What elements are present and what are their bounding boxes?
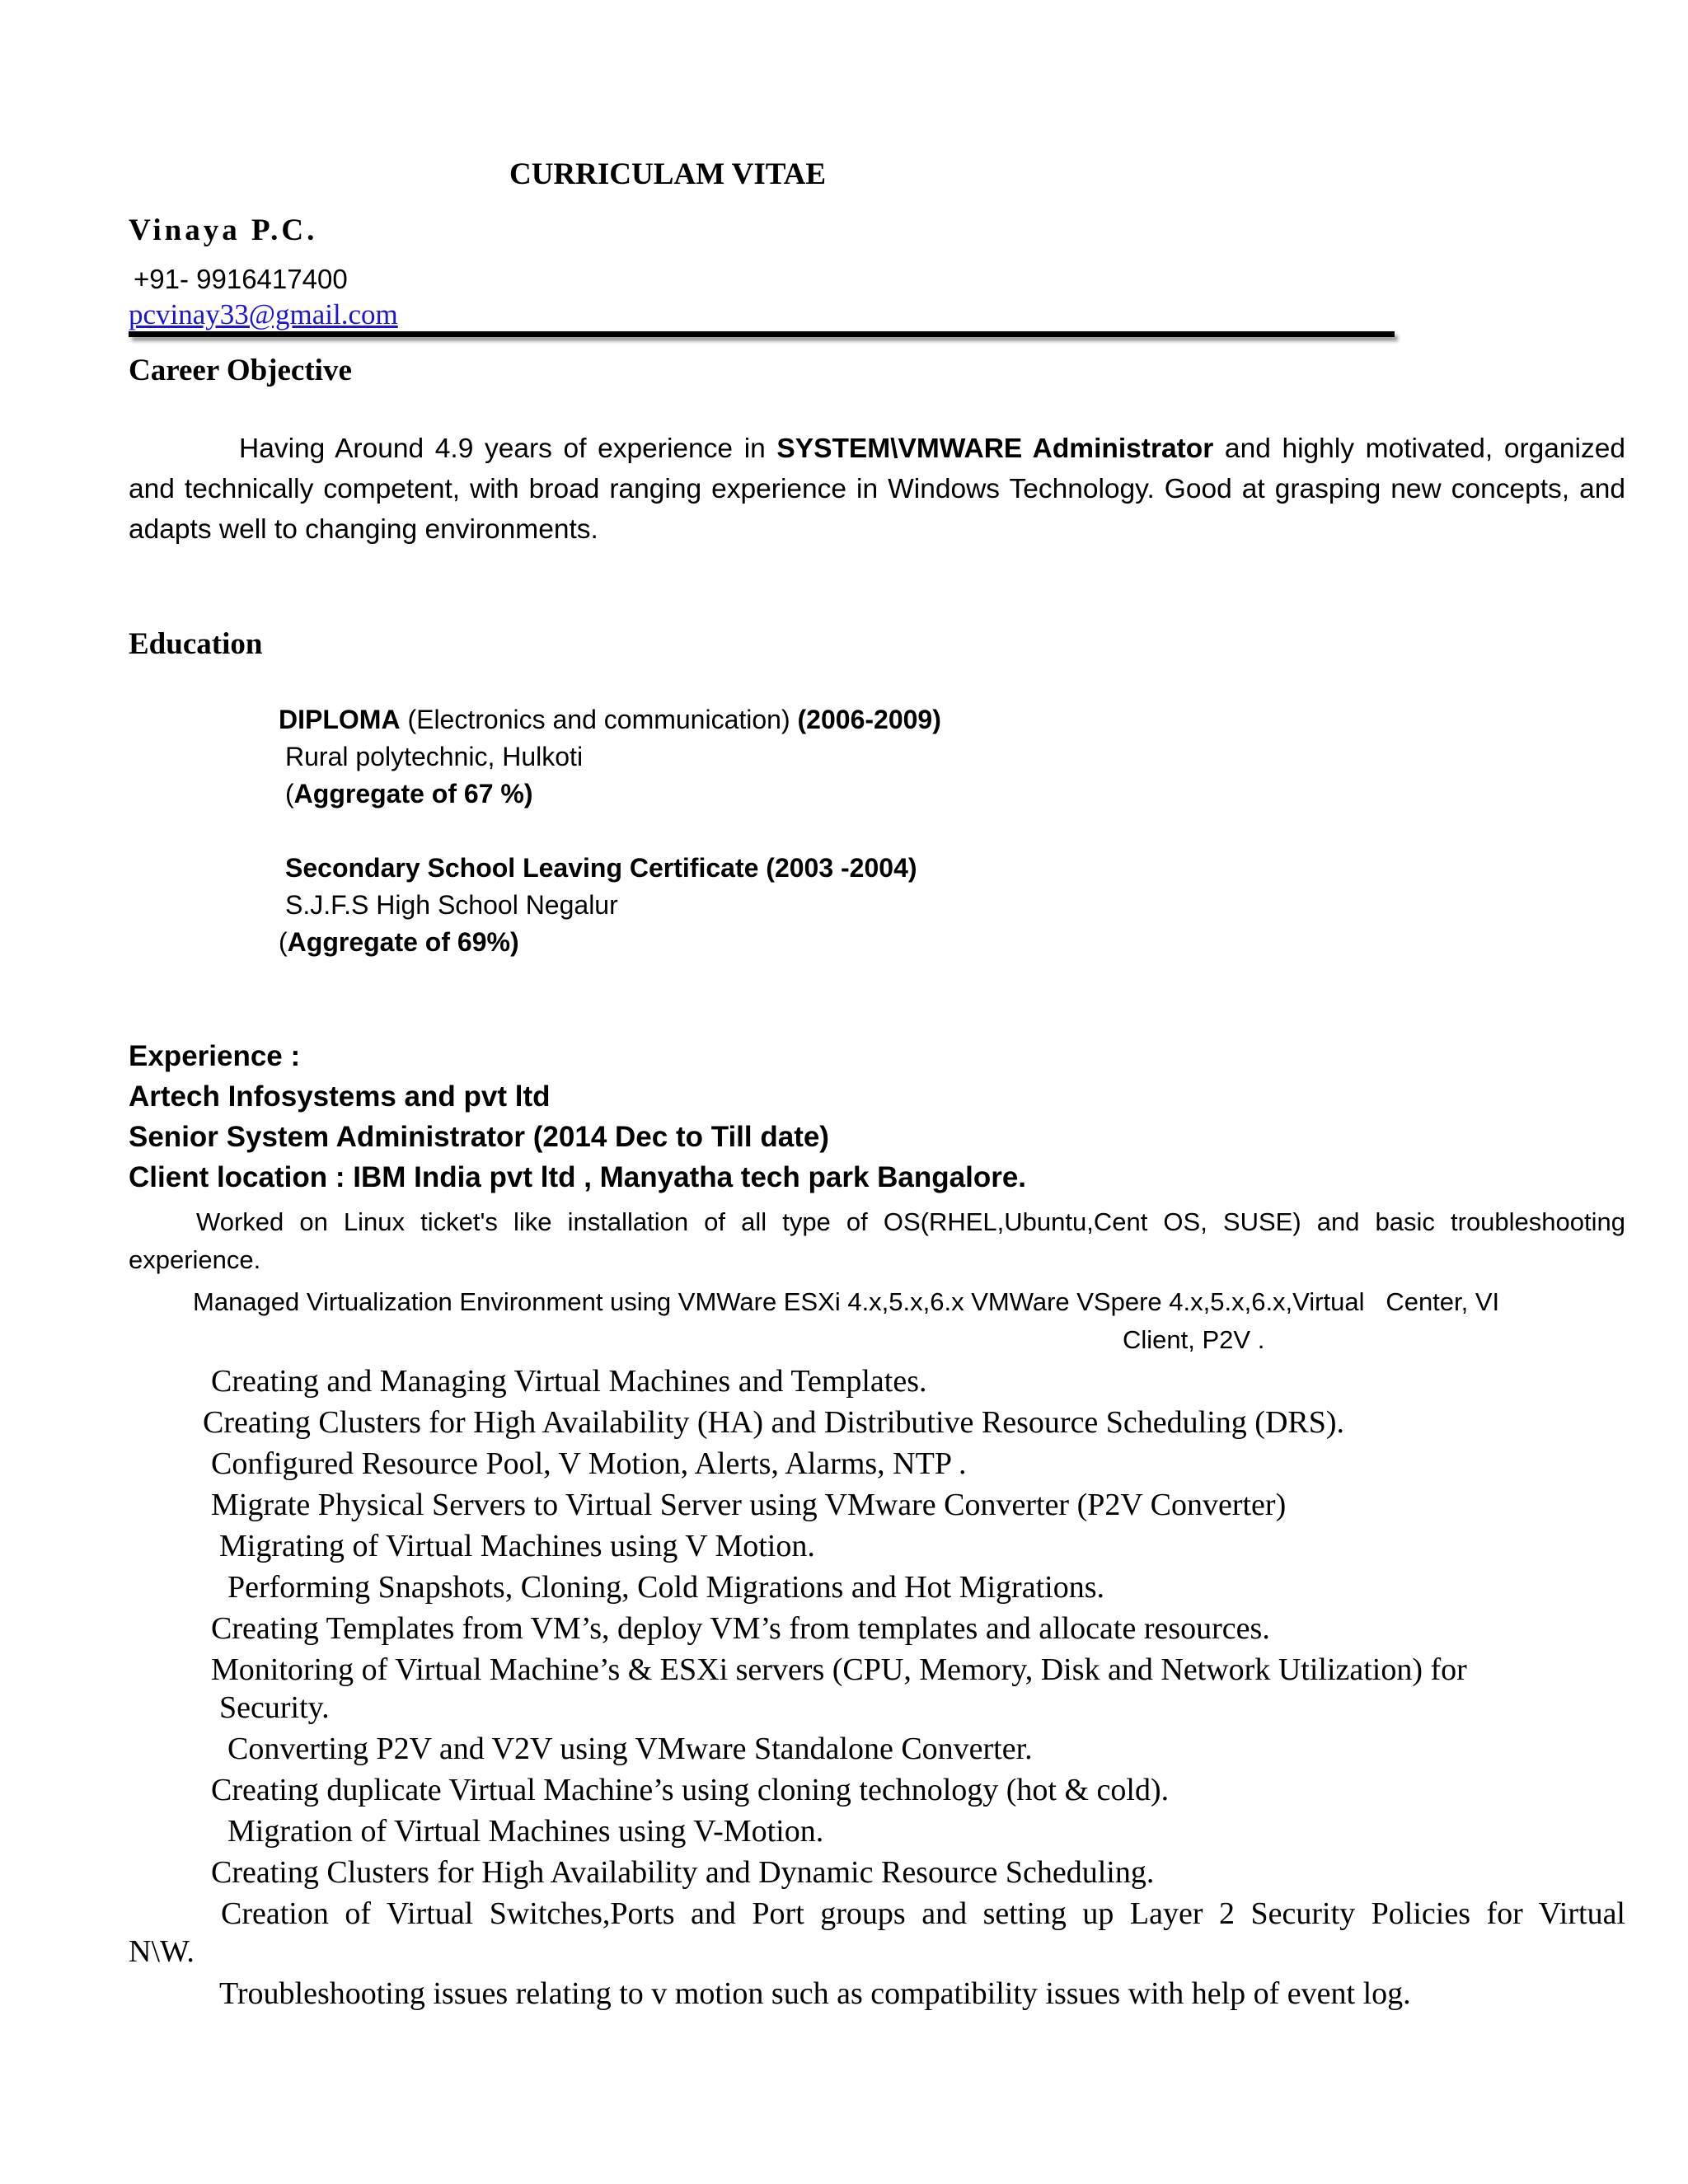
sslc-title: Secondary School Leaving Certificate (2003 -2004) <box>285 853 917 883</box>
diploma-aggregate-value: Aggregate of 67 %) <box>293 779 533 808</box>
linux-experience-line: Worked on Linux ticket's like installation of all type of OS(RHEL,Ubuntu,Cent OS, SUSE) and basic troubleshooting <box>196 1207 1625 1236</box>
client-location: Client location : IBM India pvt ltd , Manyatha tech park Bangalore. <box>129 1161 1027 1193</box>
duty-item: Converting P2V and V2V using VMware Standalone Converter. <box>227 1732 1033 1766</box>
duty-item: Performing Snapshots, Cloning, Cold Migrations and Hot Migrations. <box>227 1570 1104 1605</box>
career-text-role: SYSTEM\VMWARE Administrator <box>776 434 1214 464</box>
document-title: CURRICULAM VITAE <box>509 157 827 191</box>
duty-item-cont: Security. <box>219 1690 330 1725</box>
experience-heading: Experience : <box>129 1040 301 1072</box>
duty-item: Migrate Physical Servers to Virtual Server using VMware Converter (P2V Converter) <box>211 1488 1287 1522</box>
duty-item: Creating duplicate Virtual Machine’s using cloning technology (hot & cold). <box>211 1773 1170 1807</box>
job-role: Senior System Administrator (2014 Dec to Till date) <box>129 1121 829 1153</box>
sslc-aggregate <box>279 927 519 958</box>
career-text-end: and highly motivated, organized and technically competent, with broad ranging experience in Windows Technology. Good at grasping new concepts, and adapts well to changing environments. <box>129 434 1625 545</box>
duty-item: Monitoring of Virtual Machine’s & ESXi servers (CPU, Memory, Disk and Network Utilization) for <box>211 1652 1467 1687</box>
linux-experience-line-cont: experience. <box>129 1245 261 1274</box>
education-heading: Education <box>129 627 263 661</box>
duty-item: Migrating of Virtual Machines using V Motion. <box>219 1529 815 1563</box>
duty-item-cont: N\W. <box>129 1934 195 1969</box>
career-objective-text <box>129 429 1625 550</box>
duty-item: Creating Clusters for High Availability (HA) and Distributive Resource Scheduling (DRS). <box>203 1405 1345 1440</box>
virtualization-line-cont: Client, P2V . <box>1123 1325 1265 1354</box>
virtualization-line: Managed Virtualization Environment using VMWare ESXi 4.x,5.x,6.x VMWare VSpere 4.x,5.x,6.x,Virtual Center, VI <box>193 1287 1500 1316</box>
career-text-start: Having Around 4.9 years of experience in <box>239 434 777 464</box>
diploma-title <box>279 705 941 735</box>
diploma-field: (Electronics and communication) <box>400 705 798 734</box>
candidate-name: Vinaya P.C. <box>129 213 318 247</box>
diploma-years: (2006-2009) <box>797 705 941 734</box>
career-objective-heading: Career Objective <box>129 354 352 387</box>
diploma-aggregate-paren: ( <box>285 779 294 808</box>
sslc-institute: S.J.F.S High School Negalur <box>285 890 618 920</box>
duty-item: Troubleshooting issues relating to v motion such as compatibility issues with help of event log. <box>219 1976 1411 2011</box>
sslc-aggregate-paren: ( <box>279 927 288 957</box>
company-name: Artech Infosystems and pvt ltd <box>129 1080 551 1113</box>
duty-item: Migration of Virtual Machines using V-Motion. <box>227 1814 824 1849</box>
duty-item: Creating and Managing Virtual Machines and Templates. <box>211 1364 927 1399</box>
duty-item: Creating Clusters for High Availability and Dynamic Resource Scheduling. <box>211 1855 1155 1890</box>
duty-item: Configured Resource Pool, V Motion, Alerts, Alarms, NTP . <box>211 1446 967 1481</box>
diploma-institute: Rural polytechnic, Hulkoti <box>285 742 584 771</box>
phone-number: +91- 9916417400 <box>134 264 348 294</box>
email-link[interactable]: pcvinay33@gmail.com <box>129 298 398 330</box>
diploma-aggregate <box>285 779 532 809</box>
diploma-degree: DIPLOMA <box>279 705 401 734</box>
duty-item: Creating Templates from VM’s, deploy VM’s from templates and allocate resources. <box>211 1611 1270 1646</box>
header-divider <box>129 331 1395 337</box>
sslc-aggregate-value: Aggregate of 69%) <box>287 927 519 957</box>
duty-item: Creation of Virtual Switches,Ports and Port groups and setting up Layer 2 Security Policies for Virtual <box>221 1896 1625 1931</box>
